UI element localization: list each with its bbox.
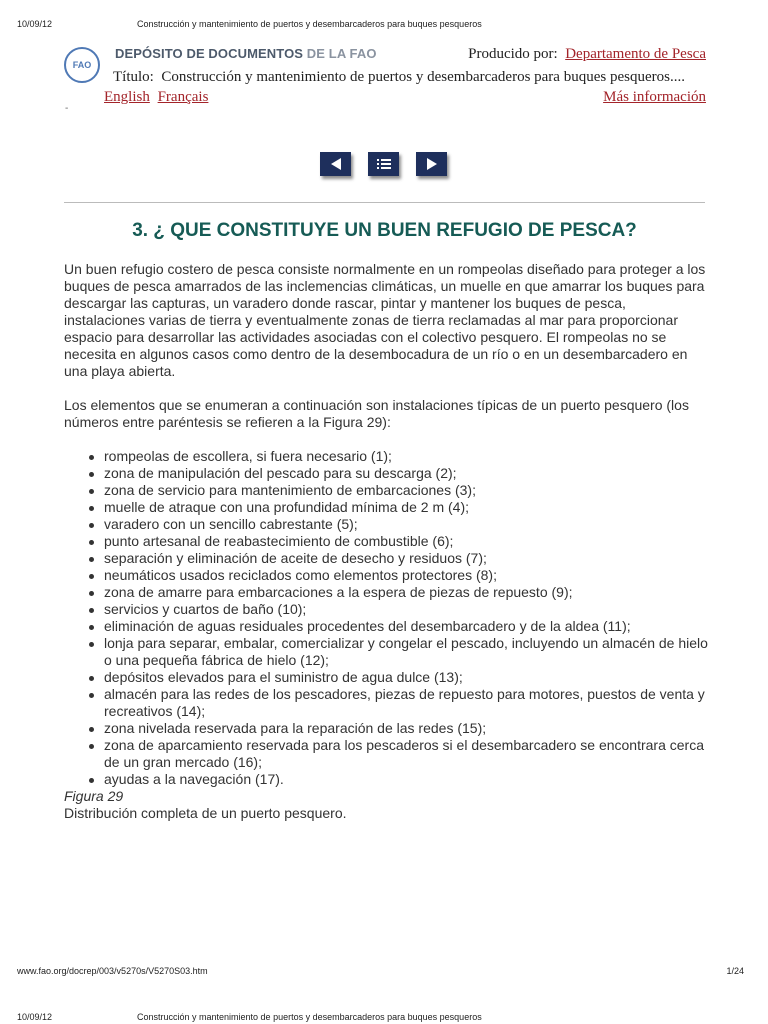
elements-paragraph: Los elementos que se enumeran a continuación son instalaciones típicas de un puerto pesquero (los números entre paréntesis se refieren a la Figura 29): — [64, 397, 689, 430]
print-footer-url: www.fao.org/docrep/003/v5270s/V5270S03.htm — [17, 966, 208, 976]
repository-title-main: DEPÓSITO DE DOCUMENTOS — [115, 46, 304, 61]
list-item: zona de aparcamiento reservada para los pescaderos si el desembarcadero se encontrara cerca de un gran mercado (16); — [104, 737, 709, 771]
separator-mark: - — [65, 103, 69, 114]
list-item: almacén para las redes de los pescadores, piezas de repuesto para motores, puestos de venta y recreativos (14); — [104, 686, 709, 720]
fisheries-department-link[interactable]: Departamento de Pesca — [565, 46, 706, 62]
page-navigation — [320, 152, 447, 176]
french-link[interactable]: Français — [157, 89, 209, 105]
print-header-title-next-page: Construcción y mantenimiento de puertos y desembarcaderos para buques pesqueros — [137, 1012, 482, 1022]
list-item: depósitos elevados para el suministro de agua dulce (13); — [104, 669, 709, 686]
list-item: separación y eliminación de aceite de desecho y residuos (7); — [104, 550, 709, 567]
list-item: varadero con un sencillo cabrestante (5); — [104, 516, 709, 533]
english-link[interactable]: English — [104, 89, 150, 105]
document-title-value: Construcción y mantenimiento de puertos y desembarcaderos para buques pesqueros.... — [161, 69, 685, 85]
horizontal-divider — [64, 202, 705, 203]
more-info-link[interactable]: Más información — [603, 89, 706, 105]
list-item: neumáticos usados reciclados como elementos protectores (8); — [104, 567, 709, 584]
list-item: ayudas a la navegación (17). — [104, 771, 709, 788]
facilities-list — [64, 448, 709, 788]
table-of-contents-button[interactable] — [368, 152, 399, 176]
list-item: punto artesanal de reabastecimiento de combustible (6); — [104, 533, 709, 550]
print-header-date-next-page: 10/09/12 — [17, 1012, 53, 1022]
previous-page-button[interactable] — [320, 152, 351, 176]
repository-title — [115, 46, 377, 61]
next-page-button[interactable] — [416, 152, 447, 176]
print-footer-page-number: 1/24 — [726, 966, 744, 976]
list-item: zona de servicio para mantenimiento de embarcaciones (3); — [104, 482, 709, 499]
list-item: zona nivelada reservada para la reparación de las redes (15); — [104, 720, 709, 737]
more-info — [603, 89, 706, 106]
figure-caption: Distribución completa de un puerto pesquero. — [64, 805, 347, 821]
list-item: lonja para separar, embalar, comercializar y congelar el pescado, incluyendo un almacén de hielo o una pequeña fábrica de hielo (12); — [104, 635, 708, 668]
list-item: eliminación de aguas residuales procedentes del desembarcadero y de la aldea (11); — [104, 618, 709, 635]
table-of-contents-icon — [376, 157, 392, 171]
page-title: 3. ¿ QUE CONSTITUYE UN BUEN REFUGIO DE PESCA? — [132, 220, 637, 241]
document-title — [113, 69, 685, 86]
print-header-date: 10/09/12 — [17, 19, 53, 29]
figure-label: Figura 29 — [64, 788, 124, 804]
list-item: muelle de atraque con una profundidad mínima de 2 m (4); — [104, 499, 709, 516]
intro-paragraph: Un buen refugio costero de pesca consiste normalmente en un rompeolas diseñado para proteger a los buques de pesca amarrados de las inclemencias climáticas, un muelle en que amarrar los buques para descargar las capturas, un varadero donde rascar, pintar y mantener los buques de pesca, instalaciones varias de tierra y eventualmente zonas de tierra reclamadas al mar para proporcionar espacio para desarrollar las actividades asociadas con el colectivo pesquero. El rompeolas no se necesita en algunos casos como dentro de la desembocadura de un río o en un desembarcadero en una playa abierta. — [64, 261, 706, 379]
document-title-label: Título: — [113, 69, 154, 85]
next-arrow-icon — [425, 157, 439, 171]
article-body — [64, 261, 709, 822]
list-item: zona de amarre para embarcaciones a la espera de piezas de repuesto (9); — [104, 584, 709, 601]
produced-by-label: Producido por: — [468, 46, 558, 62]
print-header-title: Construcción y mantenimiento de puertos y desembarcaderos para buques pesqueros — [137, 19, 482, 29]
language-links — [104, 89, 212, 106]
produced-by — [468, 46, 706, 63]
list-item: rompeolas de escollera, si fuera necesario (1); — [104, 448, 709, 465]
fao-logo[interactable]: FAO — [64, 47, 100, 83]
list-item: servicios y cuartos de baño (10); — [104, 601, 709, 618]
list-item: zona de manipulación del pescado para su descarga (2); — [104, 465, 709, 482]
repository-title-suffix: DE LA FAO — [303, 46, 377, 61]
previous-arrow-icon — [329, 157, 343, 171]
